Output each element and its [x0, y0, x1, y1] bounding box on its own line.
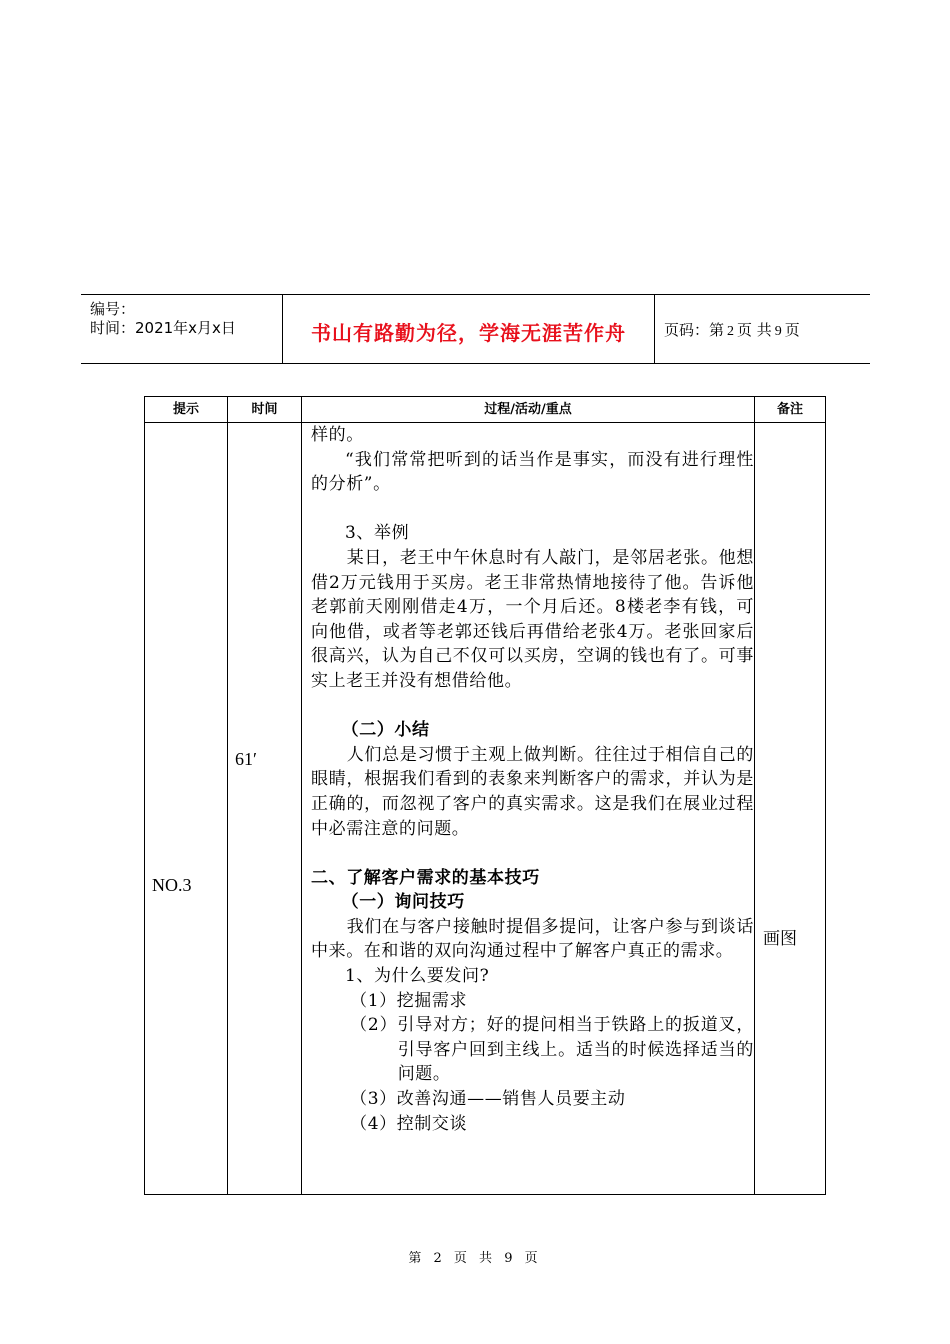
page-indicator — [664, 319, 800, 340]
column-header-process: 过程/活动/重点 — [484, 402, 572, 417]
motto-text: 书山有路勤为径，学海无涯苦作舟 — [311, 321, 626, 345]
process-content — [311, 423, 754, 1136]
time-cell: 61′ — [235, 749, 257, 769]
header-info-cell — [81, 295, 283, 363]
questioning-paragraph: 我们在与客户接触时提倡多提问，让客户参与到谈话中来。在和谐的双向沟通过程中了解客户真正的需求。 — [311, 916, 754, 962]
list-item: （2）引导对方；好的提问相当于铁路上的扳道叉，引导客户回到主线上。适当的时候选择适当的问题。 — [350, 1015, 754, 1085]
quote-paragraph: “我们常常把听到的话当作是事实，而没有进行理性的分析”。 — [311, 449, 754, 495]
question-heading: 1、为什么要发问? — [345, 966, 490, 987]
example-paragraph: 某日，老王中午休息时有人敲门，是邻居老张。他想借2万元钱用于买房。老王非常热情地接待了他。告诉他老郭前天刚刚借走4万，一个月后还。8楼老李有钱，可向他借，或者等老郭还钱后再借给老张4万。老张回家后很高兴，认为自己不仅可以买房，空调的钱也有了。可事实上老王并没有想借给他。 — [311, 547, 754, 691]
page-header — [81, 294, 870, 364]
summary-paragraph: 人们总是习惯于主观上做判断。往往过于相信自己的眼睛，根据我们看到的表象来判断客户的需求，并认为是正确的，而忽视了客户的真实需求。这是我们在展业过程中必需注意的问题。 — [311, 744, 754, 839]
heading-questioning: （一）询问技巧 — [341, 892, 465, 913]
column-header-remark: 备注 — [776, 402, 803, 417]
remark-cell: 画图 — [763, 929, 797, 949]
table-divider-1 — [227, 396, 228, 1195]
table-border-left — [144, 396, 145, 1195]
page-current: 2 — [727, 324, 735, 339]
table-border-bottom — [144, 1194, 826, 1195]
list-item: （3）改善沟通——销售人员要主动 — [350, 1089, 626, 1110]
table-divider-3 — [754, 396, 755, 1195]
table-divider-2 — [301, 396, 302, 1195]
list-item: （4）控制交谈 — [350, 1113, 468, 1134]
page-prefix: 页码：第 — [664, 321, 725, 339]
page-total: 9 — [774, 324, 782, 339]
paragraph: 样的。 — [311, 425, 364, 445]
document-date-label: 时间：2021年x月x日 — [90, 319, 236, 337]
header-motto-cell — [283, 295, 655, 363]
header-page-cell — [655, 295, 870, 363]
lesson-plan-table — [144, 396, 826, 1195]
table-border-right — [825, 396, 826, 1195]
column-header-time: 时间 — [251, 402, 278, 417]
page-footer: 第 2 页 共 9 页 — [408, 1251, 542, 1266]
column-header-hint: 提示 — [172, 402, 199, 417]
list-item: （1）挖掘需求 — [350, 990, 468, 1011]
subheading-example: 3、举例 — [345, 523, 410, 544]
hint-cell: NO.3 — [152, 875, 192, 895]
page-suffix: 页 — [784, 321, 800, 339]
section-heading: 二、了解客户需求的基本技巧 — [311, 867, 540, 888]
page-mid: 页 共 — [737, 321, 772, 339]
heading-summary: （二）小结 — [341, 720, 430, 741]
document-number-label: 编号： — [90, 300, 136, 318]
